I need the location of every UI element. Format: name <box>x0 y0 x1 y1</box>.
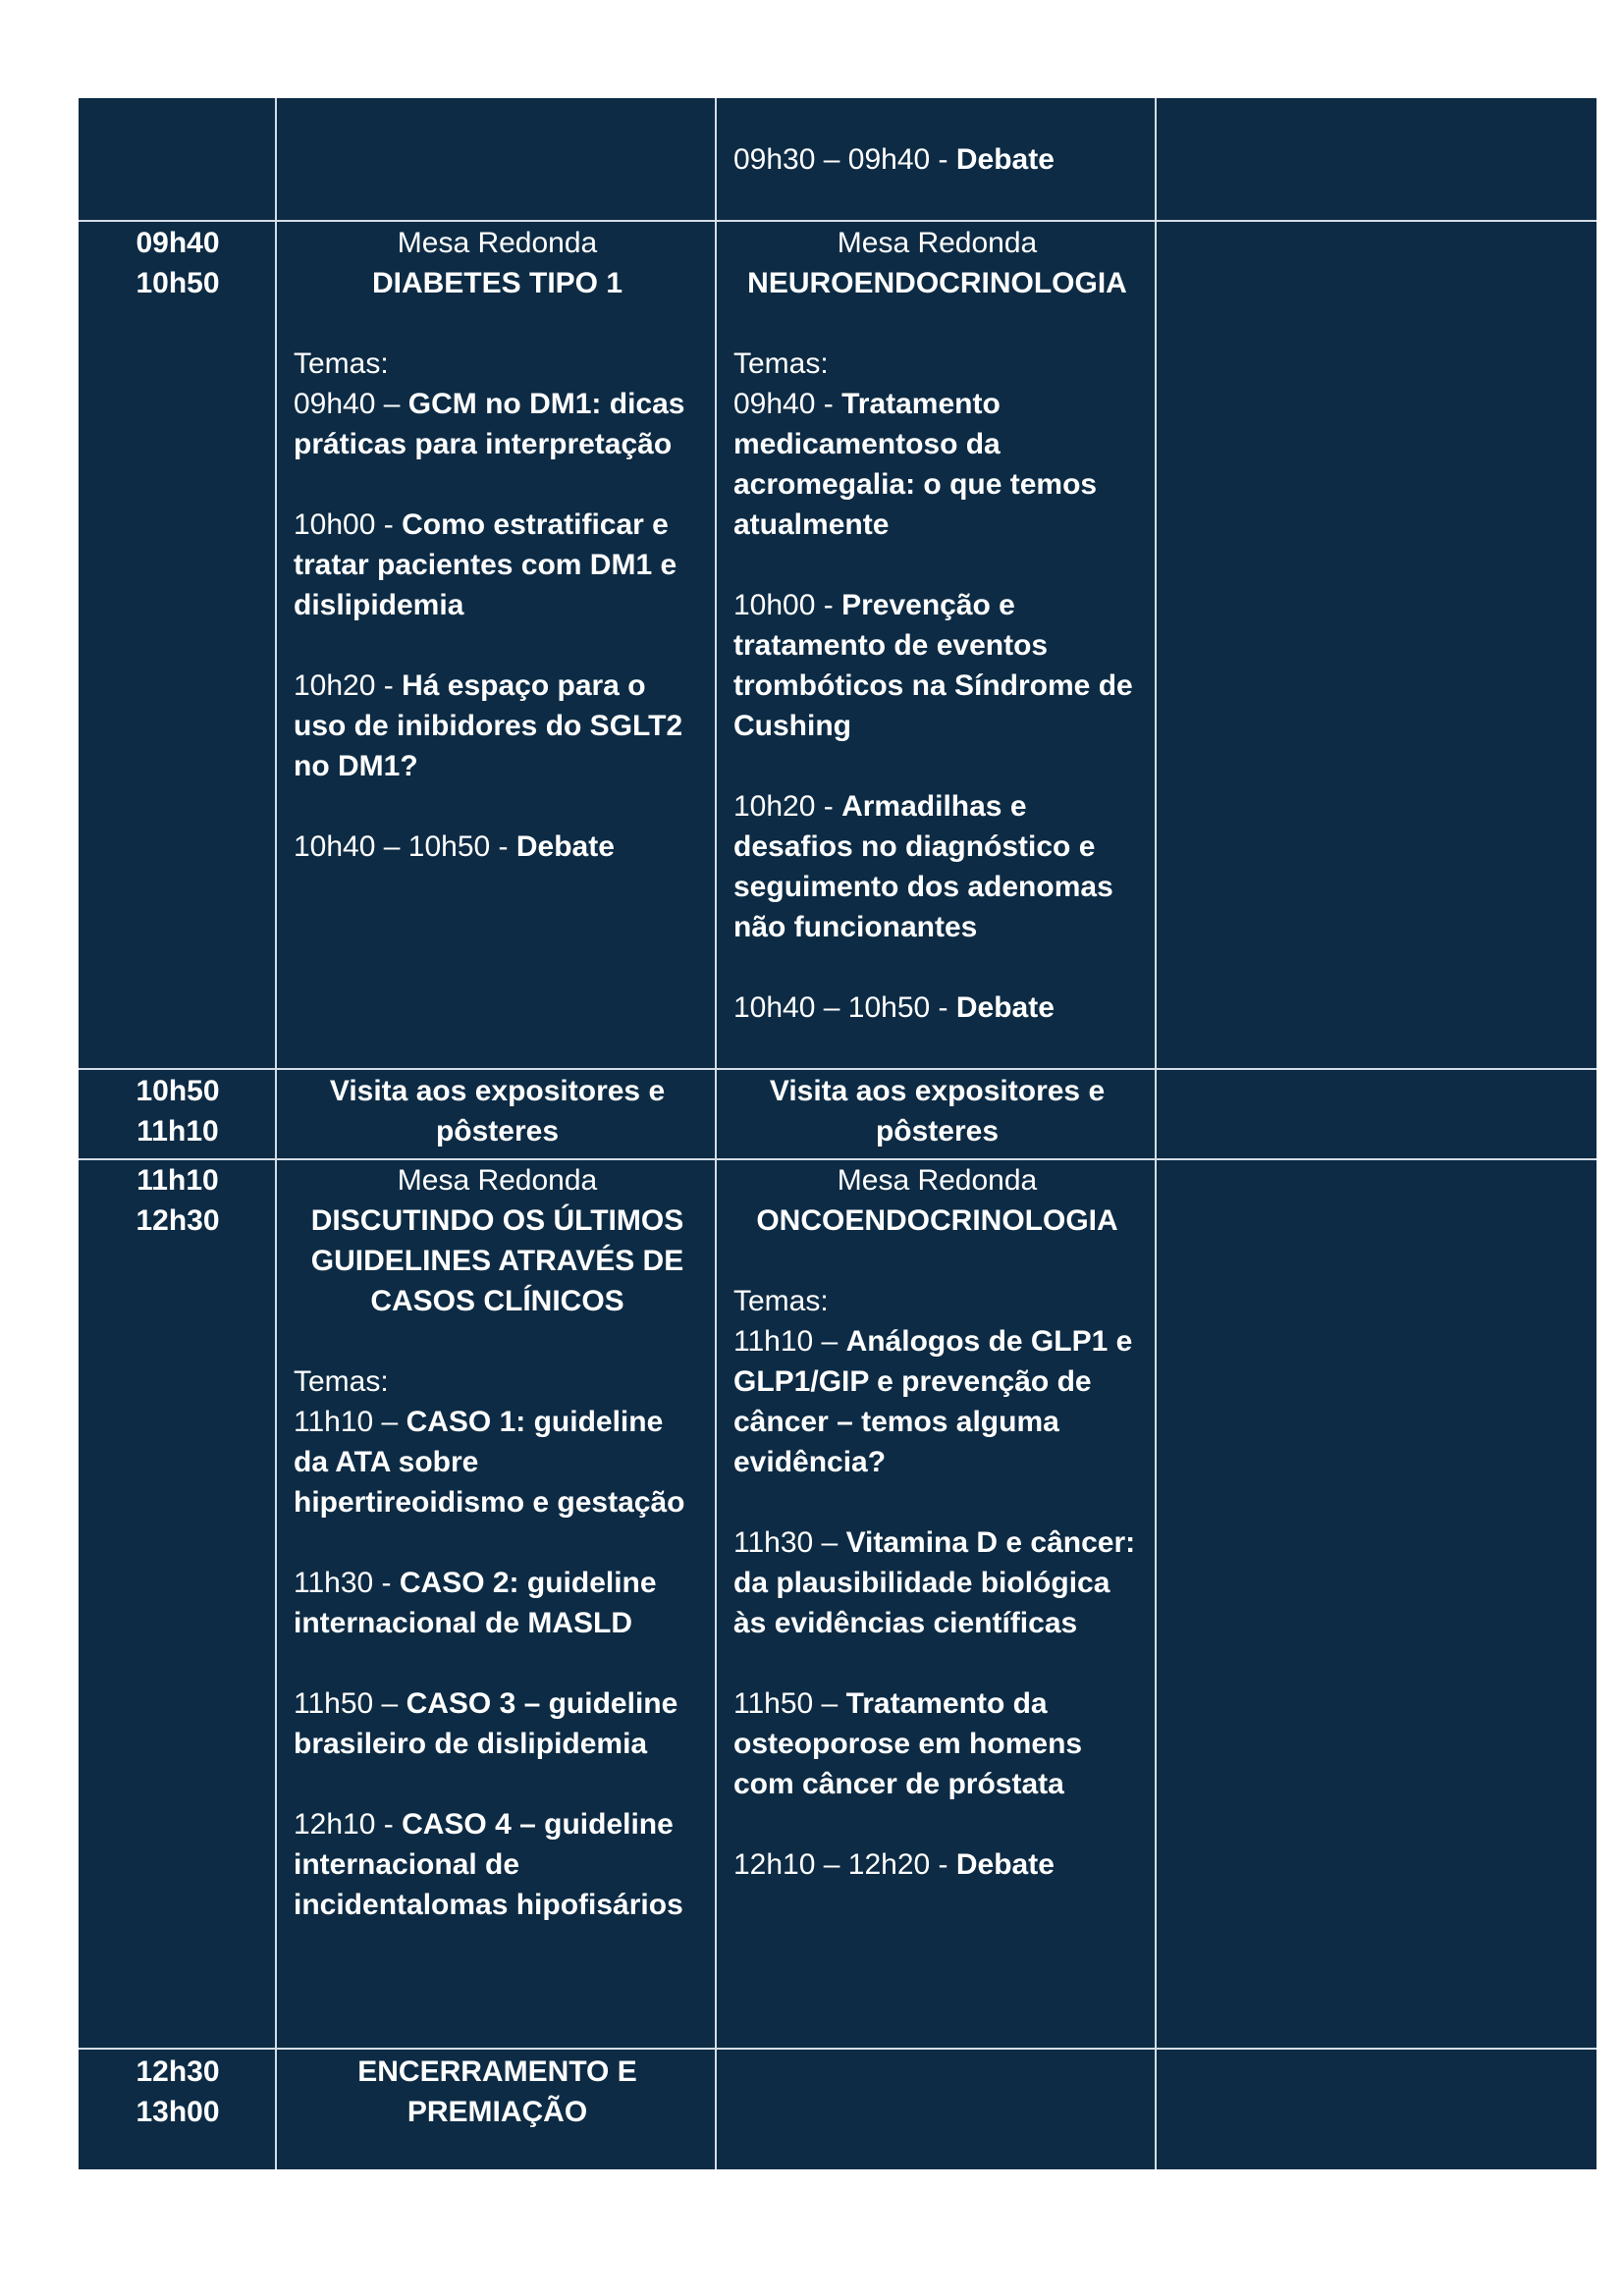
column-divider <box>1155 98 1157 2169</box>
row-divider <box>79 2048 1597 2050</box>
time-start: 12h30 <box>135 2056 220 2088</box>
time-end: 12h30 <box>135 1204 220 1237</box>
session-title: DIABETES TIPO 1 <box>371 267 623 299</box>
topic-item: 10h20 - Armadilhas e desafios no diagnóstico e seguimento dos adenomas não funcionantes <box>733 790 1113 943</box>
temas-label: Temas: <box>733 1285 829 1317</box>
topic-item: 10h40 – 10h50 - Debate <box>294 830 615 863</box>
session-title: ONCOENDOCRINOLOGIA <box>756 1204 1118 1237</box>
row5-closing: ENCERRAMENTO E PREMIAÇÃO <box>357 2056 637 2128</box>
session-kind: Mesa Redonda <box>837 227 1038 259</box>
session-kind: Mesa Redonda <box>397 227 598 259</box>
time-start: 11h10 <box>136 1164 219 1197</box>
topic-item: 09h40 – GCM no DM1: dicas práticas para interpretação <box>294 388 685 460</box>
topic-item: 11h10 – CASO 1: guideline da ATA sobre hipertireoidismo e gestação <box>294 1406 685 1519</box>
temas-label: Temas: <box>733 347 829 380</box>
row-divider <box>79 220 1597 222</box>
debate-time: 09h30 – 09h40 - <box>733 143 956 176</box>
topic-item: 11h50 – CASO 3 – guideline brasileiro de dislipidemia <box>294 1687 678 1760</box>
topic-item: 12h10 – 12h20 - Debate <box>733 1848 1055 1881</box>
session-kind: Mesa Redonda <box>397 1164 598 1197</box>
topic-item: 09h40 - Tratamento medicamentoso da acromegalia: o que temos atualmente <box>733 388 1098 541</box>
column-divider <box>715 98 717 2169</box>
row2-time <box>81 223 275 303</box>
column-divider <box>275 98 277 2169</box>
schedule-table <box>79 98 1597 2169</box>
temas-label: Temas: <box>294 347 389 380</box>
row-divider <box>79 1068 1597 1070</box>
topic-item: 11h50 – Tratamento da osteoporose em homens com câncer de próstata <box>733 1687 1083 1800</box>
time-end: 10h50 <box>135 267 220 299</box>
row1-debate <box>718 139 1155 180</box>
row2-session-neuro <box>718 223 1155 1028</box>
topic-item: 11h30 – Vitamina D e câncer: da plausibilidade biológica às evidências científicas <box>733 1526 1136 1639</box>
topic-item: 10h40 – 10h50 - Debate <box>733 991 1055 1024</box>
row4-time <box>81 1160 275 1241</box>
topic-item: 11h30 - CASO 2: guideline internacional de MASLD <box>294 1567 657 1639</box>
time-end: 11h10 <box>136 1115 219 1148</box>
topic-item: 10h20 - Há espaço para o uso de inibidores do SGLT2 no DM1? <box>294 669 683 782</box>
time-start: 10h50 <box>135 1075 220 1107</box>
row3-visit-a: Visita aos expositores e pôsteres <box>329 1075 666 1148</box>
temas-label: Temas: <box>294 1365 389 1398</box>
topic-item: 12h10 - CASO 4 – guideline internacional de incidentalomas hipofisários <box>294 1808 683 1921</box>
row4-session-guidelines <box>278 1160 715 1925</box>
time-end: 13h00 <box>135 2096 220 2128</box>
row3-visit-b: Visita aos expositores e pôsteres <box>769 1075 1106 1148</box>
time-start: 09h40 <box>135 227 220 259</box>
row2-session-diabetes <box>278 223 715 867</box>
topic-item: 11h10 – Análogos de GLP1 e GLP1/GIP e prevenção de câncer – temos alguma evidência? <box>733 1325 1133 1478</box>
session-title: DISCUTINDO OS ÚLTIMOS GUIDELINES ATRAVÉS DE CASOS CLÍNICOS <box>310 1204 684 1317</box>
topic-item: 10h00 - Como estratificar e tratar pacientes com DM1 e dislipidemia <box>294 508 677 621</box>
session-title: NEUROENDOCRINOLOGIA <box>747 267 1127 299</box>
topic-item: 10h00 - Prevenção e tratamento de eventos trombóticos na Síndrome de Cushing <box>733 589 1133 742</box>
session-kind: Mesa Redonda <box>837 1164 1038 1197</box>
row3-time <box>81 1071 275 1151</box>
row4-session-onco <box>718 1160 1155 1885</box>
row5-time <box>81 2052 275 2132</box>
debate-label: Debate <box>955 143 1055 176</box>
